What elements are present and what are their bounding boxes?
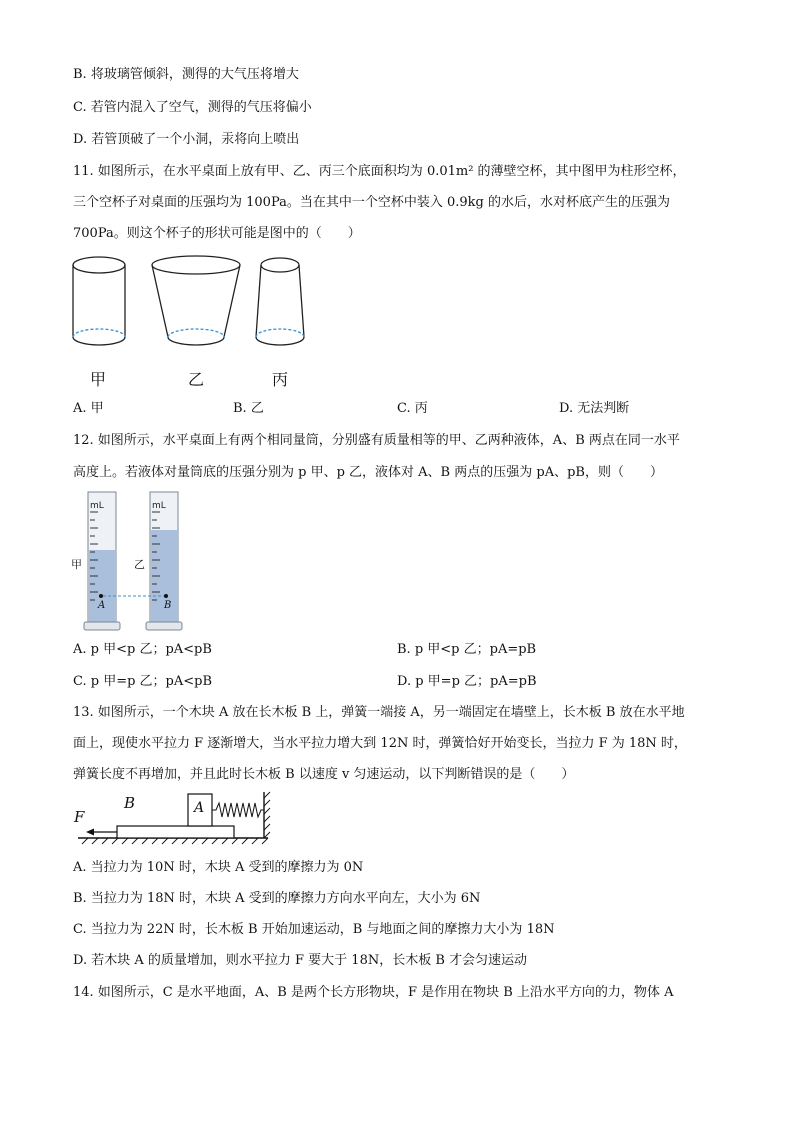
q13-stem-line3: 弹簧长度不再增加，并且此时长木板 B 以速度 v 匀速运动，以下判断错误的是（ ）: [73, 767, 575, 782]
cylinder-yi: [146, 492, 182, 630]
q12-option-c: C. p 甲=p 乙；pA<pB: [73, 674, 213, 689]
q14-stem-line1: 14. 如图所示，C 是水平地面，A、B 是两个长方形物块，F 是作用在物块 B 上沿水平方向的力，物体 A: [73, 985, 674, 1000]
q13-option-b: B. 当拉力为 18N 时，木块 A 受到的摩擦力方向水平向左，大小为 6N: [73, 891, 481, 906]
point-b-label: B: [164, 600, 172, 611]
q12-option-a: A. p 甲<p 乙；pA<pB: [73, 642, 212, 657]
q10-option-d: D. 若管顶破了一个小洞，汞将向上喷出: [73, 132, 300, 147]
unit-ml-right: mL: [152, 501, 166, 511]
q13-stem-line1: 13. 如图所示，一个木块 A 放在长木板 B 上，弹簧一端接 A，另一端固定在墙壁上，长木板 B 放在水平地: [73, 705, 685, 720]
q12-stem-line1: 12. 如图所示，水平桌面上有两个相同量筒，分别盛有质量相等的甲、乙两种液体，A、B 两点在同一水平: [73, 433, 680, 448]
label-jia: 甲: [89, 370, 107, 389]
label-yi: 乙: [187, 370, 205, 389]
label-bing: 丙: [271, 370, 289, 389]
cylinder-label-yi: 乙: [134, 558, 145, 571]
cup-yi: [152, 256, 240, 345]
point-a-dot: [99, 594, 103, 598]
force-label: F: [74, 808, 85, 826]
board-b: [117, 826, 234, 838]
cylinder-jia: [84, 492, 120, 630]
q11-cups-figure: [60, 248, 340, 393]
point-a-label: A: [98, 600, 106, 611]
force-arrow-head: [86, 829, 94, 836]
cylinder-label-jia: 甲: [71, 558, 82, 571]
q10-option-b: B. 将玻璃管倾斜，测得的大气压将增大: [73, 67, 299, 82]
q13-stem-line2: 面上，现使水平拉力 F 逐渐增大，当水平拉力增大到 12N 时，弹簧恰好开始变长，当拉力 F 为 18N 时，: [73, 736, 687, 751]
q13-option-a: A. 当拉力为 10N 时，木块 A 受到的摩擦力为 0N: [73, 860, 364, 875]
q11-stem-line2: 三个空杯子对桌面的压强均为 100Pa。当在其中一个空杯中装入 0.9kg 的水后，水对杯底产生的压强为: [73, 195, 670, 210]
q13-option-c: C. 当拉力为 22N 时，长木板 B 开始加速运动，B 与地面之间的摩擦力大小为 18N: [73, 922, 555, 937]
unit-ml-left: mL: [90, 501, 104, 511]
q11-option-b: B. 乙: [233, 401, 264, 416]
q13-spring-board-figure: [68, 786, 283, 848]
q10-option-c: C. 若管内混入了空气，测得的气压将偏小: [73, 100, 312, 115]
cup-jia: [73, 257, 125, 345]
q11-option-a: A. 甲: [73, 401, 104, 416]
point-b-dot: [164, 594, 168, 598]
q12-stem-line2: 高度上。若液体对量筒底的压强分别为 p 甲、p 乙，液体对 A、B 两点的压强为 pA、pB，则（ ）: [73, 465, 663, 480]
q11-option-d: D. 无法判断: [559, 401, 630, 416]
block-label: A: [194, 800, 205, 816]
wall-hatching: [264, 792, 270, 838]
cup-bing: [256, 258, 304, 345]
q11-stem-line3: 700Pa。则这个杯子的形状可能是图中的（ ）: [73, 226, 361, 241]
spring: [212, 803, 264, 817]
q11-option-c: C. 丙: [397, 401, 428, 416]
q12-cylinders-figure: [68, 488, 198, 636]
ground-hatching: [82, 838, 268, 844]
q13-option-d: D. 若木块 A 的质量增加，则水平拉力 F 要大于 18N，长木板 B 才会匀速运动: [73, 953, 528, 968]
board-label: B: [124, 794, 136, 812]
q12-option-d: D. p 甲=p 乙；pA=pB: [397, 674, 537, 689]
q12-option-b: B. p 甲<p 乙；pA=pB: [397, 642, 537, 657]
q11-stem-line1: 11. 如图所示，在水平桌面上放有甲、乙、丙三个底面积均为 0.01m² 的薄壁空杯，其中图甲为柱形空杯，: [73, 164, 686, 179]
